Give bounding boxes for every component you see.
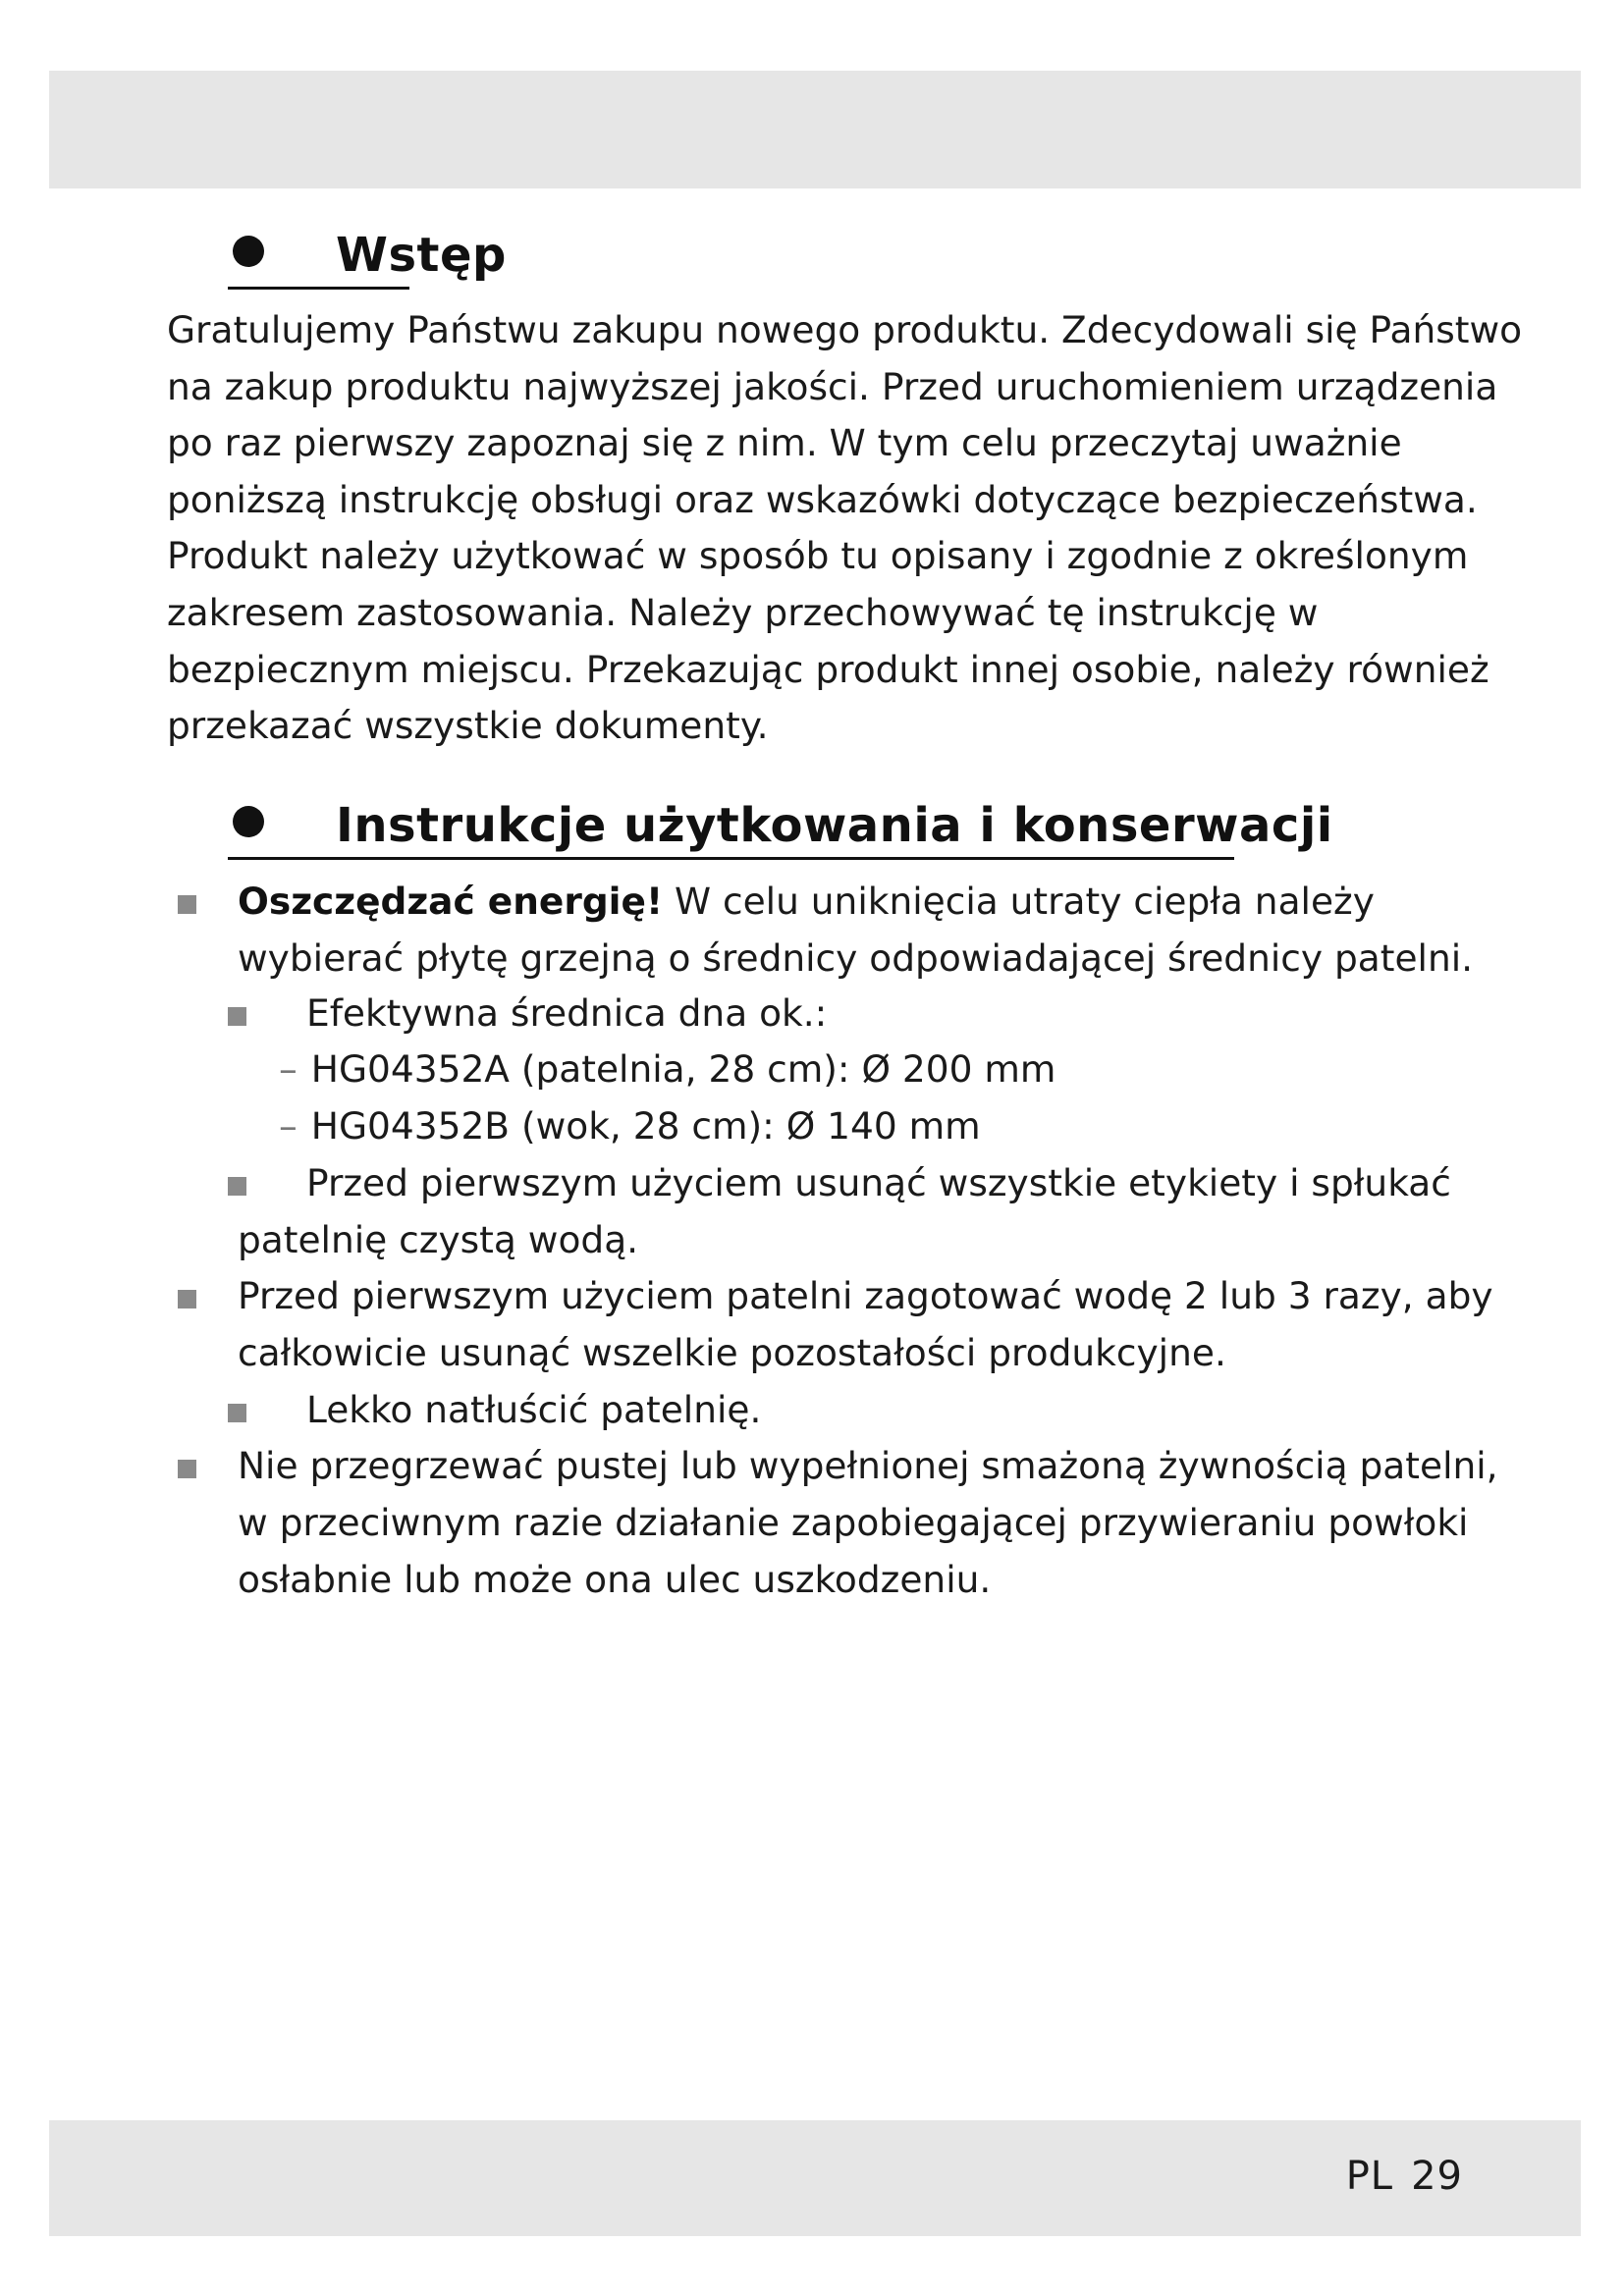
section-heading-usage: [228, 798, 1333, 867]
model-a-text: HG04352A (patelnia, 28 cm): Ø 200 mm: [310, 1047, 1056, 1091]
language-code: PL: [1345, 2154, 1394, 2199]
intro-line: Gratulujemy Państwu zakupu nowego produktu. Zdecydowali się Państwo: [167, 308, 1523, 351]
header-band: [49, 71, 1581, 188]
list-item-overheat-cont: w przeciwnym razie działanie zapobiegającej przywieraniu powłoki: [238, 1501, 1469, 1544]
page-number-value: 29: [1411, 2154, 1463, 2199]
energy-emphasis: Oszczędzać energię!: [238, 880, 664, 923]
dash-marker: –: [279, 1104, 298, 1148]
intro-line: przekazać wszystkie dokumenty.: [167, 704, 769, 748]
model-b-text: HG04352B (wok, 28 cm): Ø 140 mm: [310, 1104, 981, 1148]
list-square-icon: [228, 1177, 246, 1196]
intro-title: Wstęp: [336, 228, 507, 283]
intro-line: poniższą instrukcję obsługi oraz wskazówki dotyczące bezpieczeństwa.: [167, 477, 1478, 521]
heading-bullet-icon: [233, 806, 264, 837]
list-item-overheat-cont: osłabnie lub może ona ulec uszkodzeniu.: [238, 1558, 992, 1601]
list-item-labels: Przed pierwszym użyciem usunąć wszystkie etykiety i spłukać: [306, 1161, 1451, 1204]
intro-line: bezpiecznym miejscu. Przekazując produkt innej osobie, należy również: [167, 647, 1489, 691]
list-item-energy: [238, 874, 1375, 931]
intro-line: zakresem zastosowania. Należy przechowywać tę instrukcję w: [167, 590, 1319, 634]
heading-bullet-icon: [233, 236, 264, 267]
list-item-labels-cont: patelnię czystą wodą.: [238, 1218, 639, 1261]
list-item-overheat: Nie przegrzewać pustej lub wypełnionej smażoną żywnością patelni,: [238, 1444, 1498, 1487]
heading-underline: [228, 857, 1234, 860]
list-item-model-a: [279, 1041, 1056, 1098]
page-number: [1346, 2154, 1463, 2199]
list-square-icon: [178, 1290, 196, 1308]
list-item-grease: Lekko natłuścić patelnię.: [306, 1388, 762, 1431]
intro-line: Produkt należy użytkować w sposób tu opisany i zgodnie z określonym: [167, 534, 1469, 578]
section-heading-intro: [228, 228, 719, 296]
list-item-energy-cont: wybierać płytę grzejną o średnicy odpowiadającej średnicy patelni.: [238, 936, 1474, 980]
intro-line: na zakup produktu najwyższej jakości. Przed uruchomieniem urządzenia: [167, 364, 1498, 408]
footer-band: [49, 2120, 1581, 2236]
list-item-boil: Przed pierwszym użyciem patelni zagotować wodę 2 lub 3 razy, aby: [238, 1274, 1493, 1317]
list-item-effective-diameter: Efektywna średnica dna ok.:: [306, 991, 828, 1035]
heading-underline: [228, 287, 409, 290]
intro-line: po raz pierwszy zapoznaj się z nim. W tym celu przeczytaj uważnie: [167, 421, 1402, 465]
energy-text: W celu uniknięcia utraty ciepła należy: [663, 880, 1375, 923]
list-square-icon: [178, 1460, 196, 1478]
list-item-model-b: [279, 1098, 981, 1155]
usage-title: Instrukcje użytkowania i konserwacji: [336, 798, 1333, 853]
dash-marker: –: [279, 1047, 298, 1091]
list-square-icon: [228, 1404, 246, 1422]
intro-paragraph: [167, 302, 1523, 755]
list-square-icon: [228, 1007, 246, 1026]
list-item-boil-cont: całkowicie usunąć wszelkie pozostałości produkcyjne.: [238, 1331, 1226, 1374]
list-square-icon: [178, 895, 196, 914]
